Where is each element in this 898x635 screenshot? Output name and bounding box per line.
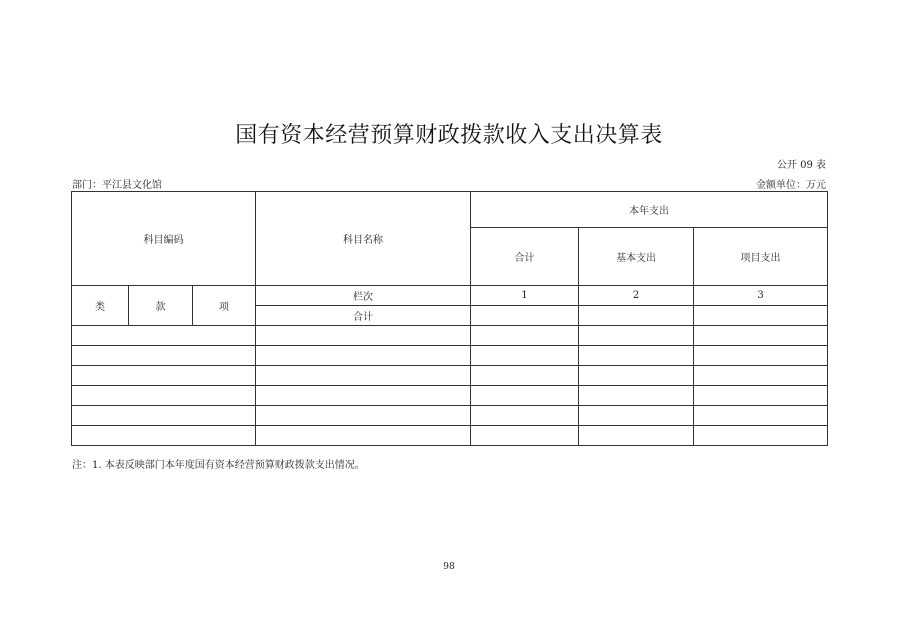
table-cell [72,386,256,406]
table-cell [579,406,694,426]
table-cell [256,386,471,406]
table-row [72,326,828,346]
table-cell [471,326,579,346]
table-cell [579,386,694,406]
column-number-1: 1 [471,286,579,306]
table-cell [471,346,579,366]
column-number-label: 栏次 [256,286,471,306]
total-cell [471,306,579,326]
table-row [72,366,828,386]
header-subject-name: 科目名称 [256,192,471,286]
header-row-top [72,192,828,228]
page-title: 国有资本经营预算财政拨款收入支出决算表 [235,123,663,148]
table-cell [471,366,579,386]
table-cell [579,346,694,366]
page-number: 98 [443,562,455,572]
table-cell [694,326,828,346]
form-number: 公开 09 表 [776,160,826,171]
table-cell [471,426,579,446]
table-cell [579,326,694,346]
table-cell [256,346,471,366]
table-cell [694,406,828,426]
footnote: 注：1. 本表反映部门本年度国有资本经营预算财政拨款支出情况。 [72,460,365,471]
header-project-expenditure: 项目支出 [694,228,828,286]
table-cell [694,386,828,406]
table-cell [72,366,256,386]
table-cell [579,366,694,386]
table-cell [72,426,256,446]
table-cell [579,426,694,446]
table-row [72,386,828,406]
expenditure-table [71,191,828,446]
table-cell [72,406,256,426]
total-cell [694,306,828,326]
table-cell [694,426,828,446]
column-number-row [72,286,828,306]
table-cell [471,386,579,406]
table-cell [471,406,579,426]
table-cell [256,406,471,426]
table-cell [72,346,256,366]
header-current-year-expenditure: 本年支出 [471,192,828,228]
table-row [72,426,828,446]
header-subject-code: 科目编码 [72,192,256,286]
header-total: 合计 [471,228,579,286]
column-number-3: 3 [694,286,828,306]
header-basic-expenditure: 基本支出 [579,228,694,286]
total-cell [579,306,694,326]
table-cell [256,326,471,346]
table-row [72,346,828,366]
column-number-2: 2 [579,286,694,306]
unit-label: 金额单位：万元 [756,180,826,191]
table-cell [694,366,828,386]
header-lei: 类 [72,286,129,326]
table-row [72,406,828,426]
total-row-label: 合计 [256,306,471,326]
header-kuan: 款 [129,286,193,326]
department-label: 部门：平江县文化馆 [72,180,162,191]
table-cell [694,346,828,366]
table-cell [72,326,256,346]
table-cell [256,366,471,386]
header-xiang: 项 [193,286,256,326]
table-cell [256,426,471,446]
